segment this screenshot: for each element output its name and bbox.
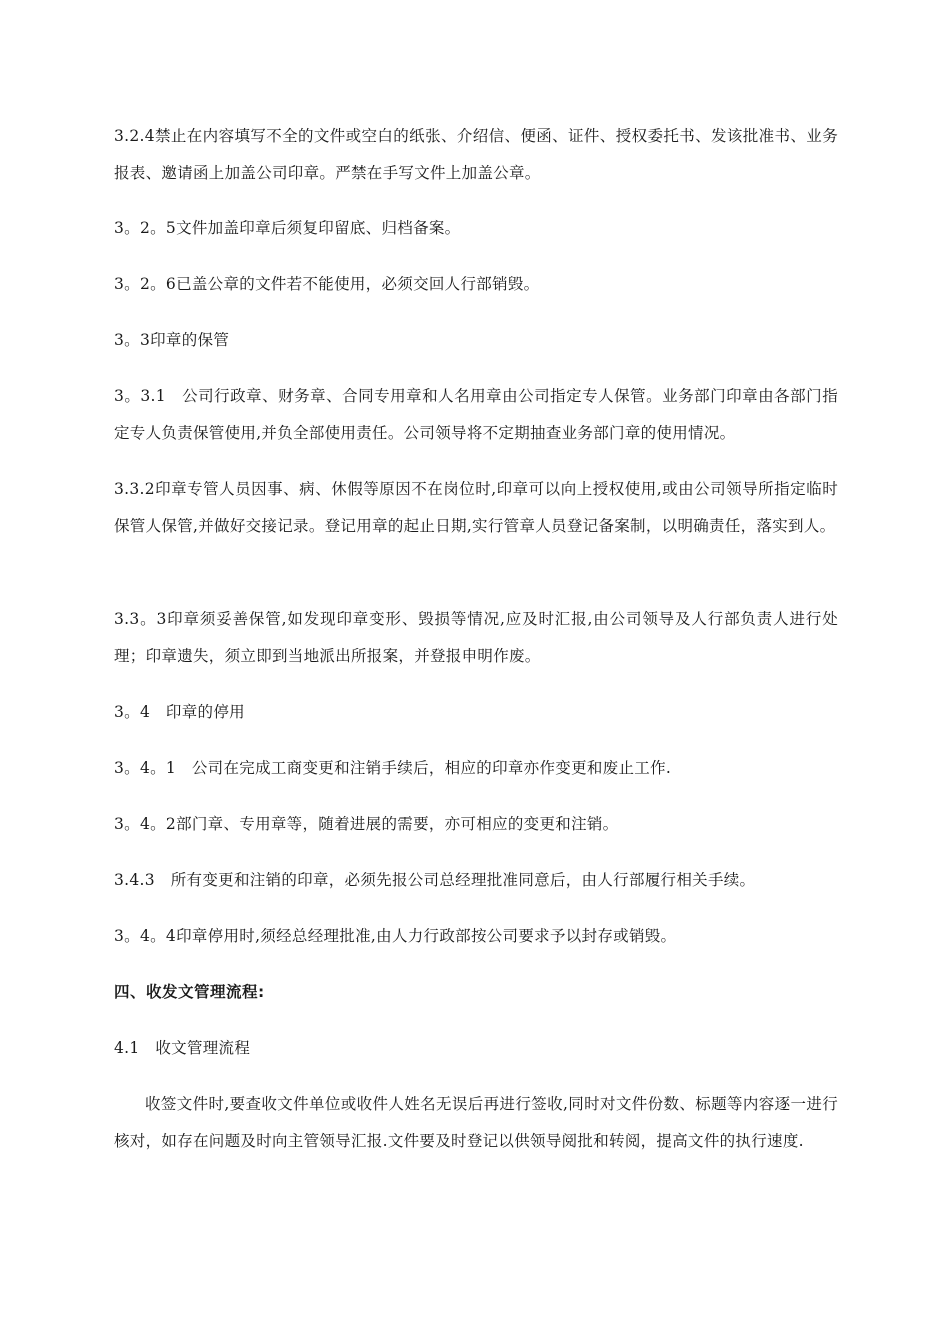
paragraph-3-4-1: 3。4。1 公司在完成工商变更和注销手续后，相应的印章亦作变更和废止工作. <box>114 759 672 777</box>
paragraph-3-3-3: 3.3。3印章须妥善保管,如发现印章变形、毁损等情况,应及时汇报,由公司领导及人行部负责人进行处理；印章遗失，须立即到当地派出所报案，并登报申明作废。 <box>114 610 838 665</box>
paragraph-3-2-4: 3.2.4禁止在内容填写不全的文件或空白的纸张、介绍信、便函、证件、授权委托书、发该批准书、业务报表、邀请函上加盖公司印章。严禁在手写文件上加盖公章。 <box>114 127 838 182</box>
paragraph-3-3-1: 3。3.1 公司行政章、财务章、合同专用章和人名用章由公司指定专人保管。业务部门印章由各部门指定专人负责保管使用,并负全部使用责任。公司领导将不定期抽查业务部门章的使用情况。 <box>114 387 838 442</box>
section-heading-3-4: 3。4 印章的停用 <box>114 703 245 721</box>
section-heading-4-1: 4.1 收文管理流程 <box>114 1039 251 1057</box>
paragraph-3-3-2: 3.3.2印章专管人员因事、病、休假等原因不在岗位时,印章可以向上授权使用,或由公司领导所指定临时保管人保管,并做好交接记录。登记用章的起止日期,实行管章人员登记备案制，以明确责任，落实到人。 <box>114 480 838 535</box>
paragraph-3-4-3: 3.4.3 所有变更和注销的印章，必须先报公司总经理批准同意后，由人行部履行相关手续。 <box>114 871 756 889</box>
section-heading-3-3: 3。3印章的保管 <box>114 331 230 349</box>
paragraph-3-4-2: 3。4。2部门章、专用章等，随着进展的需要，亦可相应的变更和注销。 <box>114 815 619 833</box>
paragraph-3-2-5: 3。2。5文件加盖印章后须复印留底、归档备案。 <box>114 219 461 237</box>
paragraph-3-2-6: 3。2。6已盖公章的文件若不能使用，必须交回人行部销毁。 <box>114 275 540 293</box>
paragraph-3-4-4: 3。4。4印章停用时,须经总经理批准,由人力行政部按公司要求予以封存或销毁。 <box>114 927 677 945</box>
chapter-heading-4: 四、收发文管理流程: <box>114 983 265 1001</box>
paragraph-4-1-body: 收签文件时,要查收文件单位或收件人姓名无误后再进行签收,同时对文件份数、标题等内容逐一进行核对，如存在问题及时向主管领导汇报.文件要及时登记以供领导阅批和转阅，提高文件的执行速度. <box>114 1095 838 1150</box>
